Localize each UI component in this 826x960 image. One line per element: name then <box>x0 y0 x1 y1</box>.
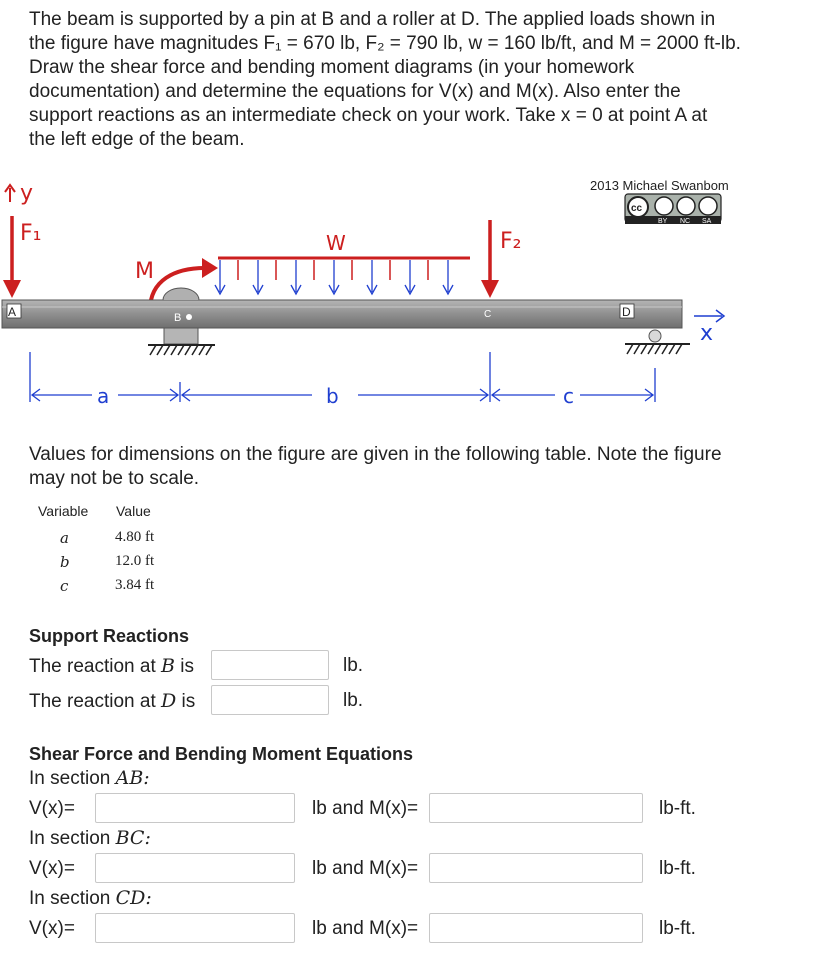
reaction-b-input[interactable] <box>211 650 329 680</box>
label-c-point: C <box>484 309 492 320</box>
section-prefix: In section <box>29 768 111 789</box>
intro-line: documentation) and determine the equations for V(x) and M(x). Also enter the <box>29 81 681 102</box>
section-prefix: In section <box>29 888 111 909</box>
note-line: may not be to scale. <box>29 468 200 489</box>
distributed-load <box>215 258 470 294</box>
unit-label: lb-ft. <box>659 918 696 939</box>
beam <box>2 300 682 328</box>
reaction-suffix: is <box>181 691 196 712</box>
reaction-prefix: The reaction at <box>29 691 156 712</box>
label-y: y <box>20 181 34 206</box>
table-value: 3.84 ft <box>115 577 155 593</box>
license-tag: SA <box>702 218 712 225</box>
label-a-point: A <box>8 305 17 319</box>
label-b-point: B <box>174 312 182 324</box>
intro-line: the left edge of the beam. <box>29 129 245 150</box>
reaction-point: D <box>161 690 177 712</box>
section-bc-label <box>29 827 151 850</box>
reaction-d-input[interactable] <box>211 685 329 715</box>
reaction-suffix: is <box>180 656 195 677</box>
v-cd-input[interactable] <box>95 913 295 943</box>
problem-statement <box>29 8 819 152</box>
table-var: a <box>60 529 69 547</box>
table-header-value: Value <box>116 503 151 519</box>
section-name: CD: <box>115 887 152 909</box>
label-d-point: D <box>622 305 631 319</box>
intro-line: support reactions as an intermediate check on your work. Take x = 0 at point A at <box>29 105 708 126</box>
f1-arrow <box>3 216 21 298</box>
reaction-prefix: The reaction at <box>29 656 156 677</box>
section-prefix: In section <box>29 828 111 849</box>
reaction-point: B <box>161 655 175 677</box>
dimension-note <box>29 443 819 491</box>
label-f1: F₁ <box>20 221 42 246</box>
v-label: V(x)= <box>29 858 75 879</box>
dimension-a: a <box>97 384 110 408</box>
support-reactions-title: Support Reactions <box>29 626 190 646</box>
unit-label: lb-ft. <box>659 798 696 819</box>
v-label: V(x)= <box>29 918 75 939</box>
intro-line: Draw the shear force and bending moment diagrams (in your homework <box>29 57 635 78</box>
nc-icon <box>677 197 695 215</box>
svg-text:cc: cc <box>631 203 643 214</box>
reaction-d-unit: lb. <box>343 690 364 711</box>
m-bc-input[interactable] <box>429 853 643 883</box>
cc-license-badge <box>625 194 721 225</box>
label-m: M <box>135 259 154 284</box>
m-ab-input[interactable] <box>429 793 643 823</box>
section-cd-label <box>29 887 152 910</box>
intro-line: the figure have magnitudes F₁ = 670 lb, F₂ = 790 lb, w = 160 lb/ft, and M = 2000 ft-lb. <box>29 33 741 54</box>
v-label: V(x)= <box>29 798 75 819</box>
f2-arrow <box>481 220 499 298</box>
mid-label: lb and M(x)= <box>312 858 419 879</box>
sa-icon <box>699 197 717 215</box>
section-ab-label <box>29 767 150 790</box>
table-value: 12.0 ft <box>115 553 155 569</box>
note-line: Values for dimensions on the figure are given in the following table. Note the figure <box>29 444 722 465</box>
reaction-b-unit: lb. <box>343 655 364 676</box>
unit-label: lb-ft. <box>659 858 696 879</box>
equations-title: Shear Force and Bending Moment Equations <box>29 744 414 764</box>
dimension-c: c <box>563 384 574 408</box>
intro-line: The beam is supported by a pin at B and a roller at D. The applied loads shown in <box>29 9 716 30</box>
mid-label: lb and M(x)= <box>312 918 419 939</box>
dimension-b: b <box>326 384 339 408</box>
table-var: c <box>60 577 69 595</box>
reaction-b-label <box>29 655 194 678</box>
section-name: BC: <box>115 827 151 849</box>
section-name: AB: <box>115 767 150 789</box>
figure-credit: 2013 Michael Swanbom <box>590 178 729 193</box>
label-w: W <box>326 231 346 255</box>
y-axis-icon <box>5 185 15 202</box>
table-header-variable: Variable <box>38 503 89 519</box>
v-ab-input[interactable] <box>95 793 295 823</box>
label-f2: F₂ <box>500 229 522 254</box>
table-var: b <box>60 553 70 571</box>
label-x: x <box>700 321 714 346</box>
license-tag: BY <box>658 218 668 225</box>
beam-figure <box>0 170 826 420</box>
v-bc-input[interactable] <box>95 853 295 883</box>
m-cd-input[interactable] <box>429 913 643 943</box>
reaction-d-label <box>29 690 195 713</box>
mid-label: lb and M(x)= <box>312 798 419 819</box>
dimension-lines <box>30 352 655 402</box>
license-tag: NC <box>680 218 691 225</box>
table-value: 4.80 ft <box>115 529 155 545</box>
by-icon <box>655 197 673 215</box>
